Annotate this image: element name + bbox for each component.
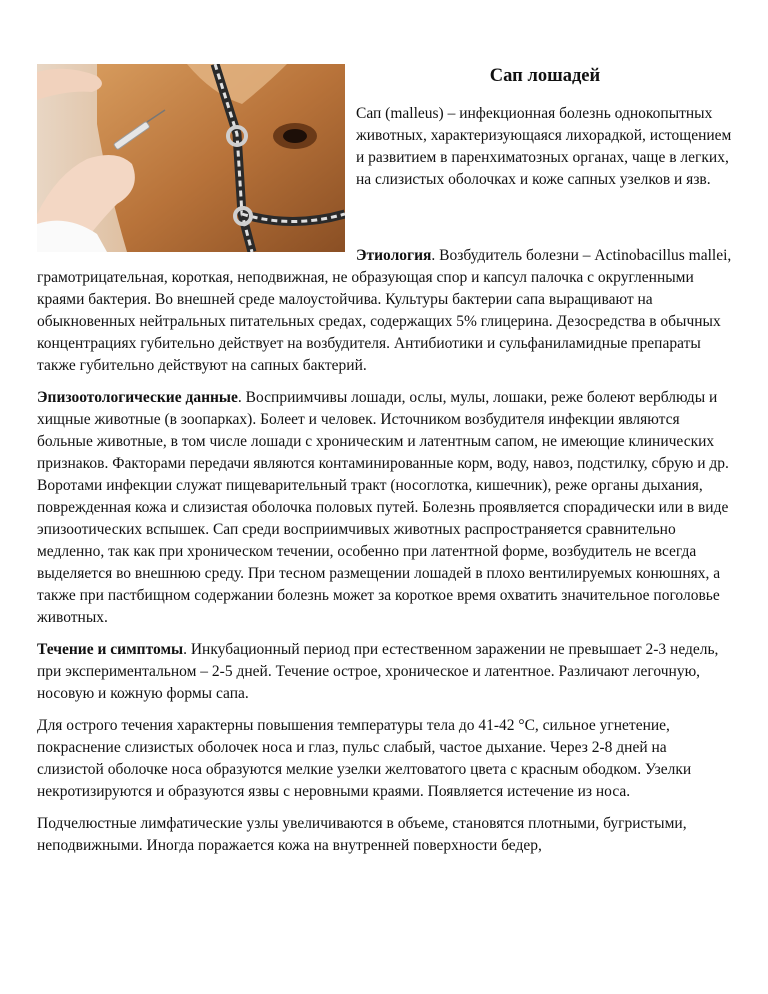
etiology-heading: Этиология	[356, 247, 432, 264]
course-text: . Инкубационный период при естественном заражении не превышает 2-3 недель, при экспериментальном – 2-5 дней. Течение острое, хроническое и латентное. Различают легочную, носовую и кожную формы сапа.	[37, 641, 719, 702]
etiology-text: . Возбудитель болезни – Actinobacillus mallei, грамотрицательная, короткая, неподвижная, не образующая спор и капсул палочка с округленными краями бактерия. Во внешней среде малоустойчива. Культуры бактерии сапа выращивают на обыкновенных нейтральных питательных средах, содержащих 5% глицерина. Дезосредства в обычных концентрациях губительно действует на возбудителя. Антибиотики и сульфаниламидные препараты также губительно действуют на сапных бактерий.	[37, 247, 732, 374]
page-title: Сап лошадей	[489, 66, 601, 86]
epizootology-heading: Эпизоотологические данные	[37, 389, 238, 406]
lymph-paragraph: Подчелюстные лимфатические узлы увеличиваются в объеме, становятся плотными, бугристыми, неподвижными. Иногда поражается кожа на внутренней поверхности бедер,	[37, 815, 687, 854]
acute-paragraph: Для острого течения характерны повышения температуры тела до 41-42 °С, сильное угнетение, покраснение слизистых оболочек носа и глаз, пульс слабый, частое дыхание. Через 2-8 дней на слизистой оболочке носа образуются мелкие узелки желтоватого цвета с красным ободком. Узелки некротизируются и образуются язвы с неровными краями. Появляется истечение из носа.	[37, 717, 692, 800]
etiology-paragraph	[37, 245, 737, 377]
body-text	[37, 245, 737, 867]
epizootology-text: . Восприимчивы лошади, ослы, мулы, лошаки, реже болеют верблюды и хищные животные (в зоопарках). Болеет и человек. Источником возбудителя инфекции являются больные животные, в том числе лошади с хроническим и латентным сапом, не имеющие клинических признаков. Факторами передачи являются контаминированные корм, воду, навоз, подстилку, сбрую и др. Воротами инфекции служат пищеварительный тракт (носоглотка, кишечник), реже органы дыхания, поврежденная кожа и слизистая оболочка половых путей. Болезнь проявляется спорадически или в виде эпизоотических вспышек. Сап среди восприимчивых животных распространяется сравнительно медленно, так как при хроническом течении, особенно при латентной форме, возбудитель не всегда выделяется во внешнюю среду. При тесном размещении лошадей в плохо вентилируемых конюшнях, а также при пастбищном содержании болезнь может за короткое время охватить значительное поголовье животных.	[37, 389, 729, 626]
course-heading: Течение и симптомы	[37, 641, 184, 658]
epizootology-paragraph	[37, 387, 737, 629]
horse-head-icon	[37, 64, 345, 252]
course-paragraph	[37, 639, 737, 705]
intro-paragraph: Сап (malleus) – инфекционная болезнь однокопытных животных, характеризующаяся лихорадкой, истощением и развитием в паренхиматозных органах, чаще в легких, на слизистых оболочках и коже сапных узелков и язв.	[356, 105, 732, 188]
horse-photo	[37, 64, 345, 252]
